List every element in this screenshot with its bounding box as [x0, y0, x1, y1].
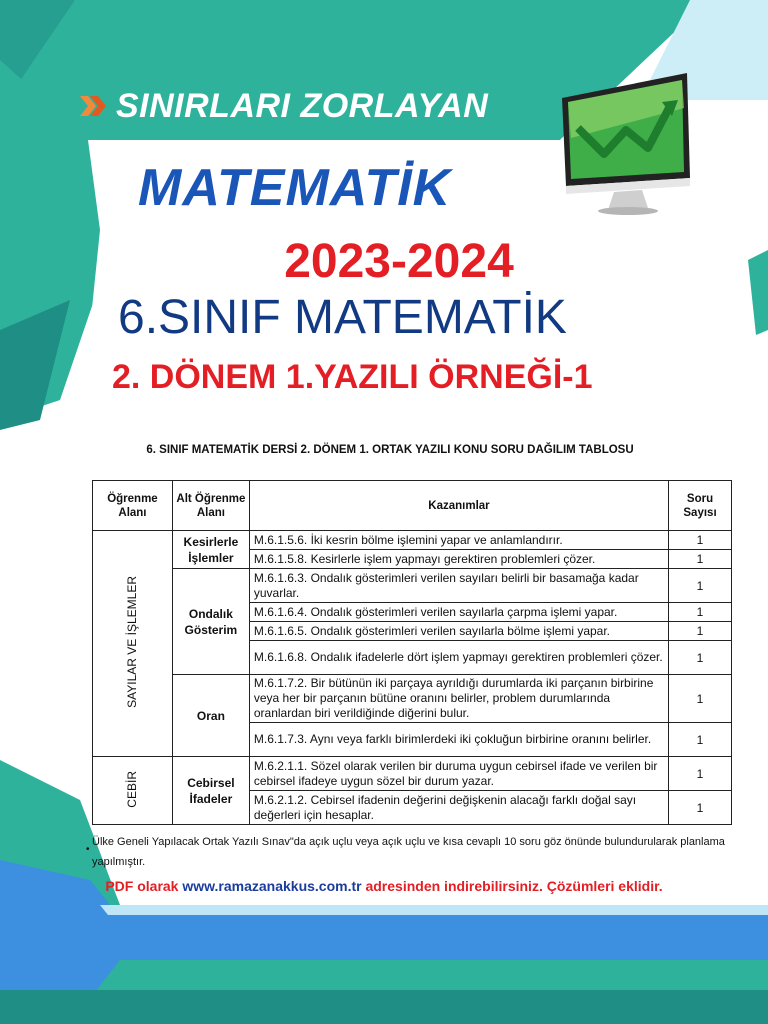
sub-area-cell: Ondalık Gösterim: [172, 569, 249, 675]
website-link[interactable]: www.ramazanakkus.com.tr: [182, 878, 362, 894]
count-cell: 1: [669, 641, 732, 675]
count-cell: 1: [669, 550, 732, 569]
count-cell: 1: [669, 791, 732, 825]
table-row: [93, 757, 732, 791]
kazanim-cell: M.6.1.7.2. Bir bütünün iki parçaya ayrıldığı durumlarda iki parçanın birbirine veya her bir parçanın bütüne oranını belirler, problem durumlarında oranlardan biri verildiğinde diğerini bulur.: [249, 675, 668, 723]
table-row: [93, 531, 732, 550]
monitor-icon: [552, 68, 702, 218]
count-cell: 1: [669, 622, 732, 641]
area-label: SAYILAR VE İŞLEMLER: [125, 576, 140, 708]
count-cell: 1: [669, 723, 732, 757]
kazanim-cell: M.6.1.7.3. Aynı veya farklı birimlerdeki iki çokluğun birbirine oranını belirler.: [249, 723, 668, 757]
header-sub-area: Alt Öğrenme Alanı: [172, 481, 249, 531]
download-note: [0, 878, 768, 894]
count-cell: 1: [669, 569, 732, 603]
exam-title: 2. DÖNEM 1.YAZILI ÖRNEĞİ-1: [112, 358, 593, 396]
school-year: 2023-2024: [284, 235, 514, 288]
sub-area-cell: Oran: [172, 675, 249, 757]
footnote: [86, 832, 732, 872]
footnote-text: Ülke Geneli Yapılacak Ortak Yazılı Sınav"da açık uçlu veya açık uçlu ve kısa cevaplı 10 soru göz önünde bulundurularak planlama yapılmıştır.: [92, 836, 725, 868]
count-cell: 1: [669, 531, 732, 550]
kazanim-cell: M.6.1.6.3. Ondalık gösterimleri verilen sayıları belirli bir basamağa kadar yuvarlar.: [249, 569, 668, 603]
header-kazanimlar: Kazanımlar: [249, 481, 668, 531]
area-cell: [93, 531, 173, 757]
table-row: [93, 675, 732, 723]
kazanim-cell: M.6.1.6.5. Ondalık gösterimleri verilen sayılarla bölme işlemi yapar.: [249, 622, 668, 641]
download-suffix: adresinden indirebilirsiniz. Çözümleri eklidir.: [365, 878, 663, 894]
sub-area-cell: Cebirsel İfadeler: [172, 757, 249, 825]
brand-title: MATEMATİK: [138, 159, 452, 217]
count-cell: 1: [669, 757, 732, 791]
bullet-icon: •: [86, 844, 90, 855]
count-cell: 1: [669, 603, 732, 622]
table-title: 6. SINIF MATEMATİK DERSİ 2. DÖNEM 1. ORTAK YAZILI KONU SORU DAĞILIM TABLOSU: [146, 444, 634, 456]
count-cell: 1: [669, 675, 732, 723]
grade-title: 6.SINIF MATEMATİK: [118, 291, 567, 344]
kazanim-cell: M.6.1.5.8. Kesirlerle işlem yapmayı gerektiren problemleri çözer.: [249, 550, 668, 569]
kazanim-cell: M.6.1.6.4. Ondalık gösterimleri verilen sayılarla çarpma işlemi yapar.: [249, 603, 668, 622]
kazanim-cell: M.6.2.1.2. Cebirsel ifadenin değerini değişkenin alacağı farklı doğal sayı değerleri için hesaplar.: [249, 791, 668, 825]
sub-area-cell: Kesirlerle İşlemler: [172, 531, 249, 569]
double-chevron-icon: [78, 92, 108, 120]
tagline-text: SINIRLARI ZORLAYAN: [116, 86, 489, 125]
download-prefix: PDF olarak: [105, 878, 179, 894]
tagline: [78, 84, 558, 128]
header-question-count: Soru Sayısı: [669, 481, 732, 531]
kazanim-cell: M.6.1.6.8. Ondalık ifadelerle dört işlem yapmayı gerektiren problemleri çözer.: [249, 641, 668, 675]
table-header-row: [93, 481, 732, 531]
area-cell: [93, 757, 173, 825]
kazanim-cell: M.6.1.5.6. İki kesrin bölme işlemini yapar ve anlamlandırır.: [249, 531, 668, 550]
kazanim-cell: M.6.2.1.1. Sözel olarak verilen bir duruma uygun cebirsel ifade ve verilen bir cebirsel ifadeye uygun sözel bir durum yazar.: [249, 757, 668, 791]
table-row: [93, 569, 732, 603]
header-area: Öğrenme Alanı: [93, 481, 173, 531]
distribution-table: [92, 480, 732, 825]
area-label: CEBİR: [125, 770, 140, 808]
